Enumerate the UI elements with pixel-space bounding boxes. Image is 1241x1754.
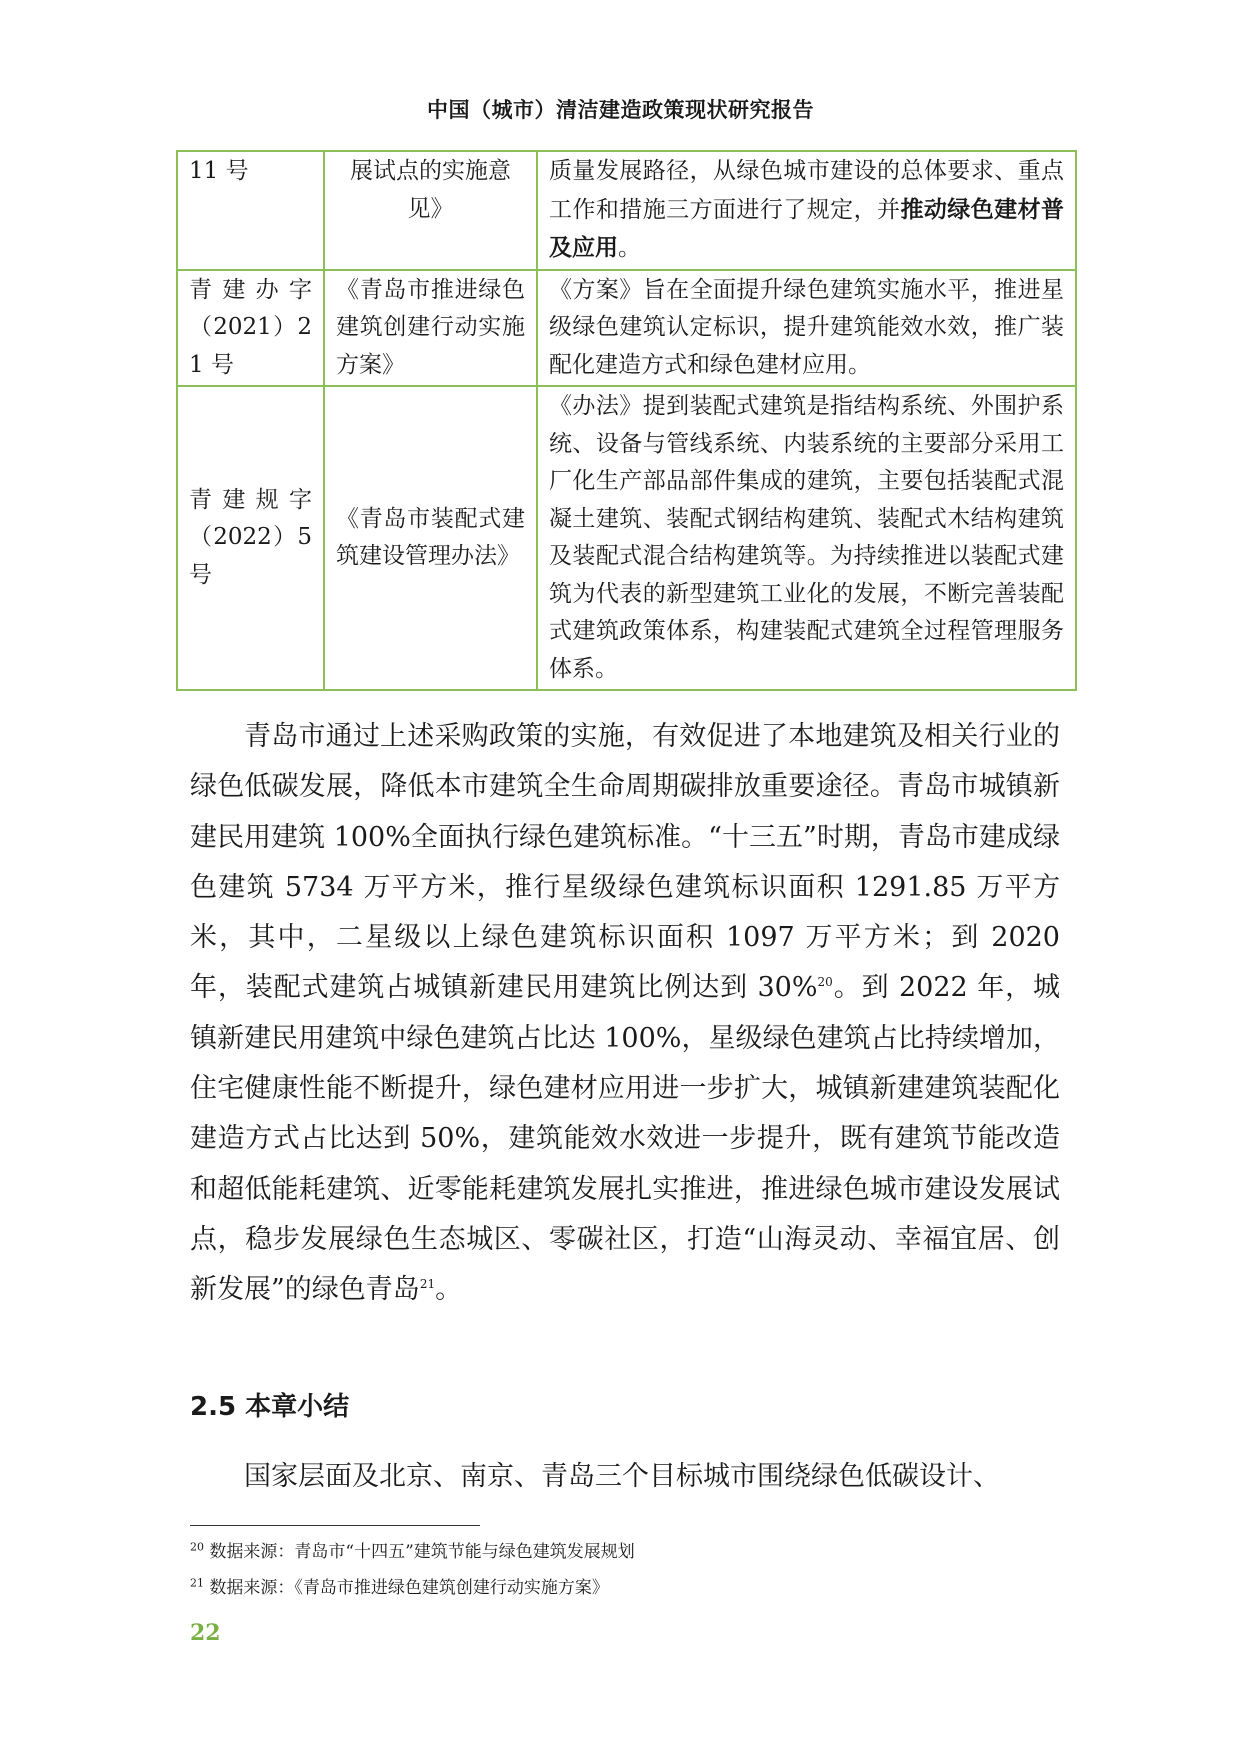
policy-number-cell: 11 号	[177, 151, 324, 270]
table-row	[177, 386, 1076, 690]
footnote-text: 数据来源：《青岛市推进绿色建筑创建行动实施方案》	[209, 1578, 609, 1598]
table-row	[177, 151, 1076, 270]
policy-name-cell: 展试点的实施意见》	[324, 151, 537, 270]
page-number: 22	[190, 1620, 221, 1646]
footnote-ref: 21	[419, 1277, 436, 1292]
body-text: 。到 2022 年，城镇新建民用建筑中绿色建筑占比达 100%，星级绿色建筑占比持续增加，住宅健康性能不断提升，绿色建材应用进一步扩大，城镇新建建筑装配化建造方式占比达到 50%，建筑能效水效进一步提升，既有建筑节能改造和超低能耗建筑、近零能耗建筑发展扎实推进，推进绿色城市建设发展试点，稳步发展绿色生态城区、零碳社区，打造“山海灵动、幸福宜居、创新发展”的绿色青岛	[190, 972, 1060, 1306]
policy-desc-cell: 《办法》提到装配式建筑是指结构系统、外围护系统、设备与管线系统、内装系统的主要部分采用工厂化生产部品部件集成的建筑，主要包括装配式混凝土建筑、装配式钢结构建筑、装配式木结构建筑及装配式混合结构建筑等。为持续推进以装配式建筑为代表的新型建筑工业化的发展，不断完善装配式建筑政策体系，构建装配式建筑全过程管理服务体系。	[537, 386, 1076, 690]
footnote	[190, 1573, 609, 1598]
policy-desc-cell	[537, 151, 1076, 270]
table-row	[177, 270, 1076, 387]
footnote-text: 数据来源：青岛市“十四五”建筑节能与绿色建筑发展规划	[209, 1542, 635, 1562]
desc-end-text: 。	[618, 235, 641, 261]
body-paragraph: 国家层面及北京、南京、青岛三个目标城市围绕绿色低碳设计、	[244, 1461, 1000, 1492]
policy-number-cell: 青建规字（2022）5 号	[177, 386, 324, 690]
policy-table	[176, 150, 1077, 691]
footnote-divider	[190, 1525, 480, 1526]
policy-name-cell: 《青岛市推进绿色建筑创建行动实施方案》	[324, 270, 537, 387]
body-text: 。	[435, 1274, 463, 1306]
body-paragraph	[190, 712, 1060, 1316]
page-header-title: 中国（城市）清洁建造政策现状研究报告	[427, 98, 814, 122]
footnote-number: 20	[190, 1540, 204, 1554]
desc-bold-text: 推动绿色建材普及应用	[549, 195, 1065, 261]
footnote-ref: 20	[817, 975, 833, 990]
body-text: 青岛市通过上述采购政策的实施，有效促进了本地建筑及相关行业的绿色低碳发展，降低本市建筑全生命周期碳排放重要途径。青岛市城镇新建民用建筑 100%全面执行绿色建筑标准。“十三五”时期，青岛市建成绿色建筑 5734 万平方米，推行星级绿色建筑标识面积 1291.85 万平方米，其中，二星级以上绿色建筑标识面积 1097 万平方米；到 2020 年，装配式建筑占城镇新建民用建筑比例达到 30%	[190, 721, 1060, 1004]
policy-name-cell: 《青岛市装配式建筑建设管理办法》	[324, 386, 537, 690]
footnote	[190, 1537, 635, 1562]
section-heading: 2.5 本章小结	[190, 1392, 350, 1422]
footnote-number: 21	[190, 1576, 204, 1590]
policy-number-cell: 青建办字（2021）21 号	[177, 270, 324, 387]
desc-text: 质量发展路径，从绿色城市建设的总体要求、重点工作和措施三方面进行了规定，并	[549, 158, 1064, 223]
policy-desc-cell: 《方案》旨在全面提升绿色建筑实施水平，推进星级绿色建筑认定标识，提升建筑能效水效，推广装配化建造方式和绿色建材应用。	[537, 270, 1076, 387]
